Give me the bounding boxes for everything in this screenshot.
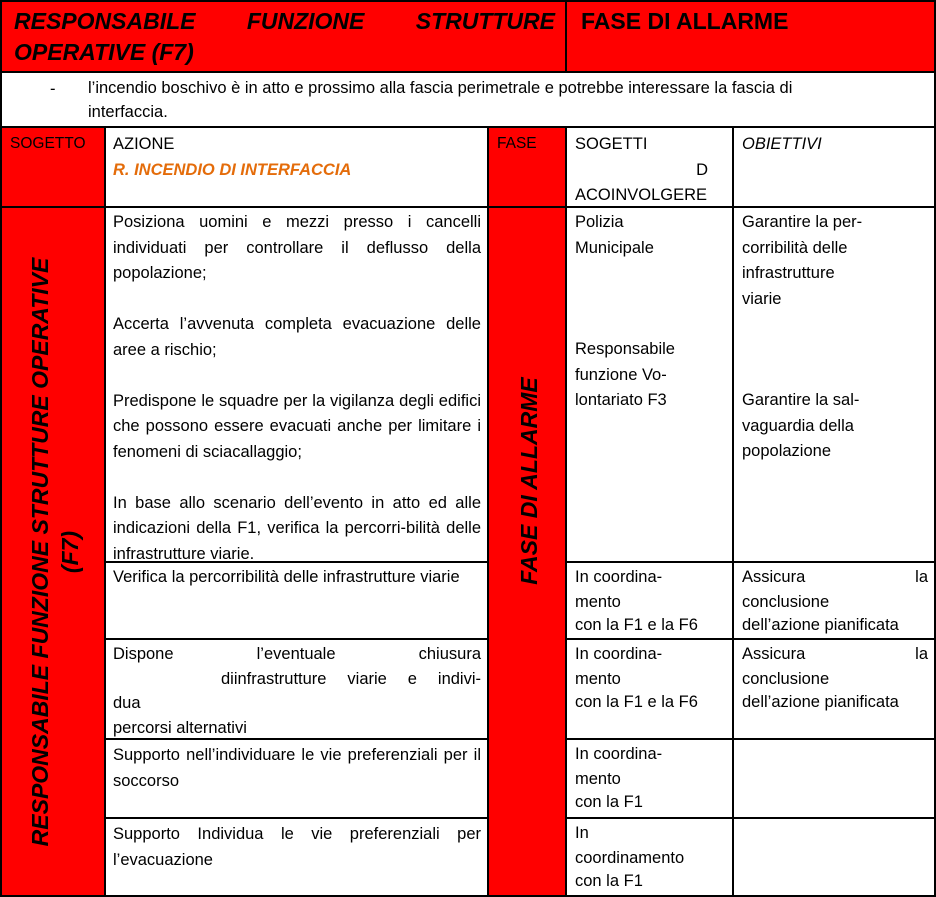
fase-vertical-label: FASE DI ALLARME	[516, 377, 542, 585]
fase-vertical-cell	[487, 206, 567, 897]
row3-azione-3: dua	[113, 694, 141, 712]
sogetto-vertical-line1: RESPONSABILE FUNZIONE STRUTTURE OPERATIVE	[27, 257, 53, 847]
header-title-cell	[0, 0, 567, 73]
intro-cell	[0, 71, 936, 128]
header-title-line1: RESPONSABILE FUNZIONE STRUTTURE	[14, 8, 555, 34]
row1-sogetti-1: Polizia	[575, 213, 624, 231]
row1-obiettivi-1: Garantire la per-	[742, 213, 863, 231]
row3-obiettivi-2: conclusione	[742, 669, 830, 688]
sogetto-vertical-cell	[0, 206, 106, 897]
col-azione-label: AZIONE	[113, 135, 175, 153]
row2-obiettivi	[732, 561, 936, 640]
row3-azione-1: Dispone l’eventuale chiusura	[113, 645, 481, 663]
row1-azione	[104, 206, 489, 563]
row1-azione-p2: Accerta l’avvenuta completa evacuazione delle aree a rischio;	[113, 315, 481, 359]
row4-sogetti-3: con la F1	[575, 793, 643, 811]
col-fase-header	[487, 126, 567, 208]
row2-obiettivi-2: conclusione	[742, 592, 830, 611]
col-sogetti-header	[565, 126, 734, 208]
row3-azione	[104, 638, 489, 740]
col-sogetto-header	[0, 126, 106, 208]
row4-azione-text: Supporto nell’individuare le vie preferenziali per il soccorso	[113, 746, 481, 790]
row5-obiettivi	[732, 817, 936, 897]
row2-sogetti-2: mento	[575, 592, 621, 611]
header-phase: FASE DI ALLARME	[581, 8, 789, 34]
row5-sogetti-2: coordinamento	[575, 848, 685, 867]
row5-sogetti	[565, 817, 734, 897]
row2-azione-text: Verifica la percorribilità delle infrastrutture viarie	[113, 568, 460, 586]
row3-obiettivi-1: Assicura la	[742, 645, 928, 663]
row1-obiettivi-2: corribilità delle	[742, 238, 848, 257]
row2-sogetti-3: con la F1 e la F6	[575, 616, 698, 634]
col-azione-header	[104, 126, 489, 208]
row1-sogetti-5: lontariato F3	[575, 391, 667, 409]
col-sogetti-line2: D	[696, 160, 708, 179]
sogetto-vertical-label	[25, 207, 85, 897]
row1-sogetti-2: Municipale	[575, 238, 654, 257]
row1-azione-p1: Posiziona uomini e mezzi presso i cancelli individuati per controllare il deflusso della popolazione;	[113, 213, 481, 282]
row1-obiettivi-4: viarie	[742, 289, 782, 308]
intro-text-line2: interfaccia.	[88, 102, 168, 121]
row2-azione	[104, 561, 489, 640]
col-sogetti-line1: SOGETTI	[575, 135, 648, 153]
row4-obiettivi	[732, 738, 936, 819]
row5-azione-text: Supporto Individua le vie preferenziali per l’evacuazione	[113, 825, 481, 869]
row3-sogetti-3: con la F1 e la F6	[575, 693, 698, 711]
col-azione-sub: R. INCENDIO DI INTERFACCIA	[113, 160, 352, 179]
sogetto-vertical-line2: (F7)	[57, 530, 83, 574]
row1-azione-p3: Predispone le squadre per la vigilanza degli edifici che possono essere evacuati anche per limitare i fenomeni di sciacallaggio;	[113, 391, 481, 461]
row1-obiettivi-3: infrastrutture	[742, 264, 835, 282]
row4-sogetti-1: In coordina-	[575, 745, 663, 763]
row5-sogetti-3: con la F1	[575, 872, 643, 890]
row2-obiettivi-1: Assicura la	[742, 568, 928, 586]
row3-sogetti-1: In coordina-	[575, 645, 663, 663]
row4-sogetti-2: mento	[575, 769, 621, 788]
row5-azione	[104, 817, 489, 897]
intro-text-line1: l’incendio boschivo è in atto e prossimo alla fascia perimetrale e potrebbe interessare la fascia di	[88, 79, 793, 97]
row3-sogetti	[565, 638, 734, 740]
row1-obiettivi-5: Garantire la sal-	[742, 391, 860, 409]
row3-azione-2: diinfrastrutture viarie e indivi-	[221, 669, 481, 688]
row1-azione-p4: In base allo scenario dell’evento in atto ed alle indicazioni della F1, verifica la percorri-bilità delle infrastrutture viarie.	[113, 493, 481, 563]
row1-sogetti-3: Responsabile	[575, 340, 675, 358]
row3-obiettivi-3: dell’azione pianificata	[742, 693, 899, 711]
col-sogetti-line3: ACOINVOLGERE	[575, 186, 708, 204]
row1-sogetti-4: funzione Vo-	[575, 365, 667, 384]
col-obiettivi-header	[732, 126, 936, 208]
row1-sogetti	[565, 206, 734, 563]
col-sogetto-label: SOGETTO	[10, 135, 86, 152]
row3-obiettivi	[732, 638, 936, 740]
row4-azione	[104, 738, 489, 819]
row1-obiettivi	[732, 206, 936, 563]
row1-obiettivi-6: vaguardia della	[742, 416, 854, 435]
row1-obiettivi-7: popolazione	[742, 442, 831, 460]
row2-sogetti-1: In coordina-	[575, 568, 663, 586]
intro-bullet: -	[50, 80, 56, 98]
col-obiettivi-label: OBIETTIVI	[742, 135, 822, 153]
row5-sogetti-1: In	[575, 824, 589, 842]
row4-sogetti	[565, 738, 734, 819]
header-title-line2: OPERATIVE (F7)	[14, 39, 194, 65]
row3-sogetti-2: mento	[575, 669, 621, 688]
row2-obiettivi-3: dell’azione pianificata	[742, 616, 899, 634]
row2-sogetti	[565, 561, 734, 640]
header-phase-cell	[565, 0, 936, 73]
col-fase-label: FASE	[497, 135, 537, 152]
row3-azione-4: percorsi alternativi	[113, 718, 247, 737]
